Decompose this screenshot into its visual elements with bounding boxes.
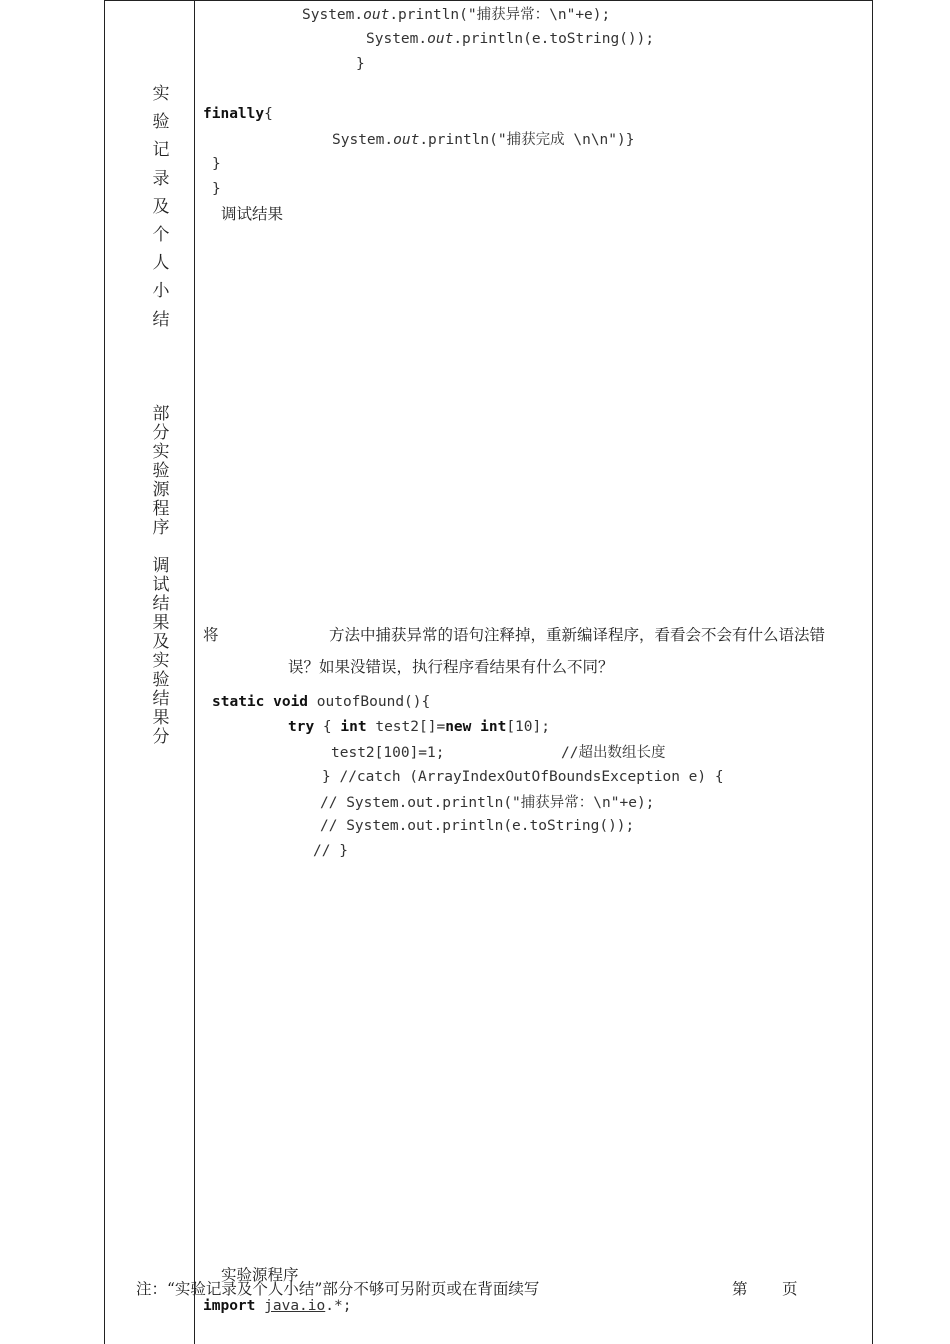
code-line-print-done: System.out.println("捕获完成 \n\n")}	[332, 132, 635, 148]
page-number-ye: 页	[782, 1280, 798, 1298]
vertical-label-char: 结	[152, 689, 170, 709]
vertical-label-char: 实	[152, 651, 170, 671]
vertical-label-char: 结	[152, 309, 170, 330]
debug-result-heading: 调试结果	[221, 205, 284, 223]
vertical-label-char: 分	[152, 423, 170, 443]
column-divider	[194, 0, 195, 1344]
label-record-and-summary	[151, 80, 171, 334]
vertical-label-char: 录	[152, 168, 170, 189]
code-line-finally: finally{	[203, 106, 273, 122]
code-line-print-tostring-commented: // System.out.println(e.toString());	[320, 818, 635, 834]
instruction-line-2: 误？如果没错误，执行程序看结果有什么不同？	[288, 658, 614, 676]
vertical-label-char: 试	[152, 575, 170, 595]
code-line-close-brace-3: }	[212, 181, 221, 197]
vertical-label-char: 源	[152, 480, 170, 500]
vertical-label-char: 部	[152, 404, 170, 424]
vertical-label-char: 序	[152, 518, 170, 538]
vertical-label-char: 实	[152, 84, 170, 104]
vertical-label-char: 果	[152, 708, 170, 728]
code-line-try-array: try { int test2[]=new int[10];	[288, 719, 550, 735]
page-number-di: 第	[732, 1280, 748, 1298]
vertical-label-char: 个	[152, 225, 170, 246]
vertical-label-char: 及	[152, 632, 170, 652]
code-line-close-commented: // }	[313, 843, 348, 859]
vertical-label-char: 分	[152, 727, 170, 747]
vertical-label-char: 结	[152, 594, 170, 614]
code-line-print-exception-commented: // System.out.println("捕获异常：\n"+e);	[320, 795, 655, 811]
code-comment-out-of-bounds: //超出数组长度	[561, 745, 666, 761]
vertical-label-char: 记	[152, 140, 170, 161]
code-line-close-brace: }	[356, 56, 365, 72]
code-line-catch-commented: } //catch (ArrayIndexOutOfBoundsException e) {	[322, 769, 724, 785]
vertical-label-char: 人	[152, 253, 170, 274]
code-line-print-exception: System.out.println("捕获异常：\n"+e);	[302, 7, 611, 23]
source-label: 实验源程序	[221, 1266, 299, 1284]
vertical-label-char: 程	[152, 499, 170, 519]
code-line-method-signature: static void outofBound(){	[212, 694, 431, 710]
label-source-and-analysis	[151, 405, 171, 747]
instruction-line-1: 方法中捕获异常的语句注释掉，重新编译程序，看看会不会有什么语法错	[329, 626, 826, 644]
vertical-label-char: 果	[152, 613, 170, 633]
instruction-start: 将	[203, 626, 219, 644]
vertical-label-char: 验	[152, 112, 170, 133]
code-line-print-tostring: System.out.println(e.toString());	[366, 31, 655, 47]
vertical-label-char: 验	[152, 461, 170, 481]
footer-note: 注：“实验记录及个人小结”部分不够可另附页或在背面续写	[136, 1280, 540, 1298]
vertical-label-char: 验	[152, 670, 170, 690]
vertical-label-char	[151, 538, 171, 557]
code-line-out-of-bounds: test2[100]=1;	[331, 745, 445, 761]
vertical-label-char: 实	[152, 442, 170, 462]
code-line-close-brace-2: }	[212, 156, 221, 172]
vertical-label-char: 调	[152, 556, 170, 576]
vertical-label-char: 小	[152, 281, 170, 302]
code-line-import: import java.io.*;	[203, 1298, 352, 1314]
vertical-label-char: 及	[152, 196, 170, 217]
